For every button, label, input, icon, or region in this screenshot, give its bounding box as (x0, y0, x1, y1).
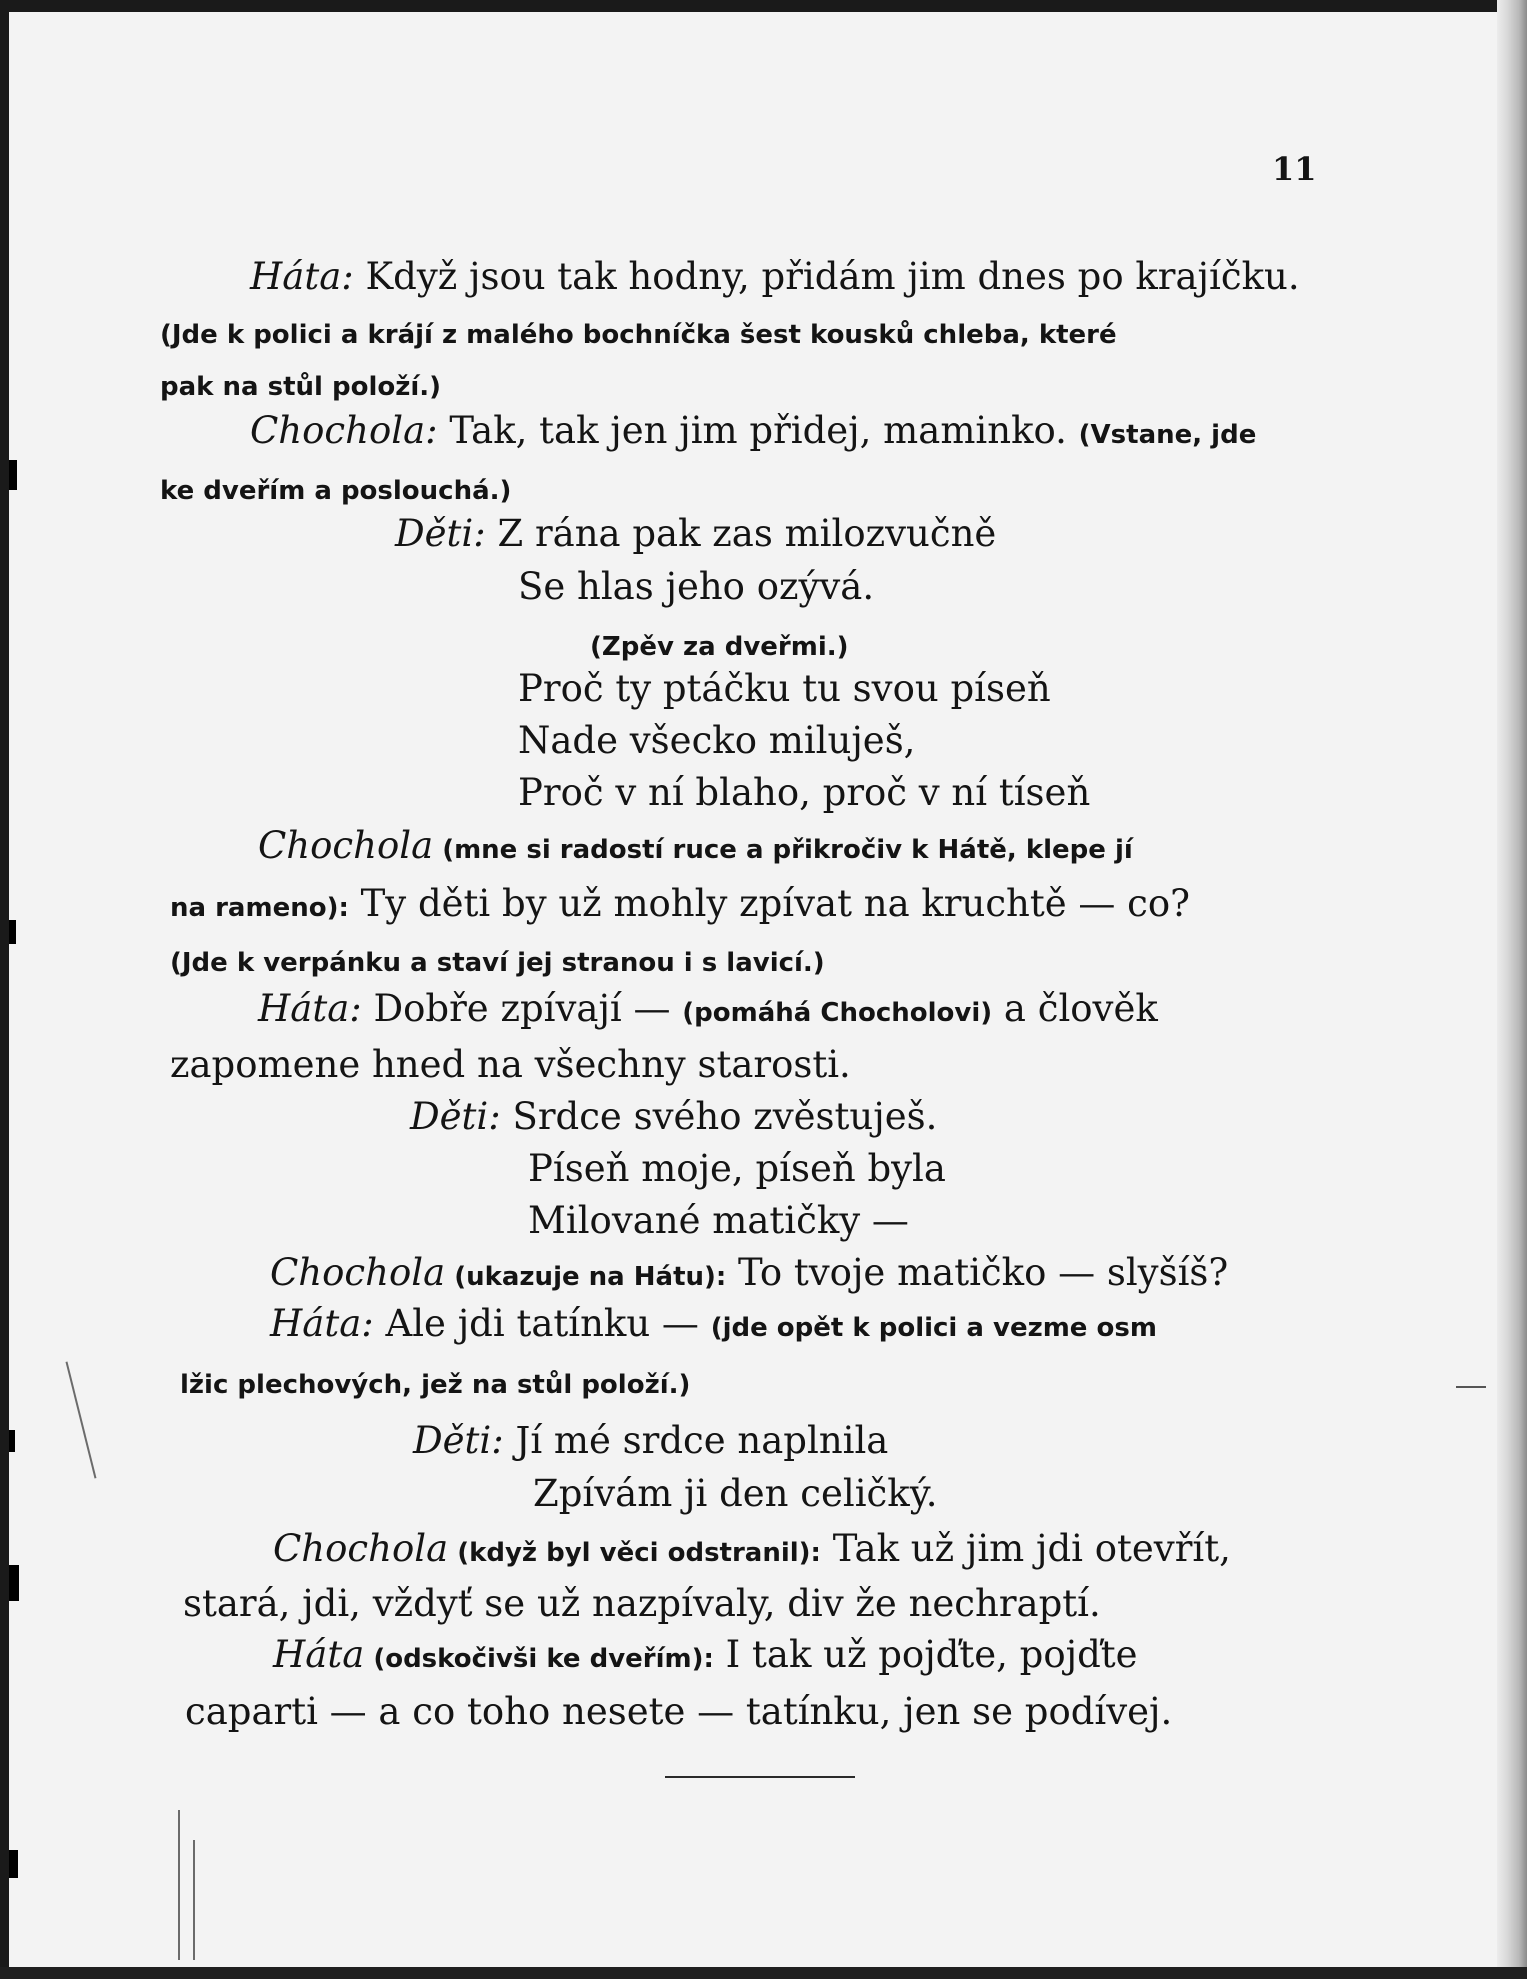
dialogue-text: zapomene hned na všechny starosti. (170, 1043, 851, 1086)
text-line (250, 409, 1257, 452)
text-line (528, 1147, 946, 1190)
text-line (518, 667, 1051, 710)
dialogue-text: Z rána pak zas milozvučně (485, 512, 997, 555)
speaker-name: Chochola (273, 1527, 449, 1570)
dialogue-text: Proč v ní blaho, proč v ní tíseň (518, 771, 1091, 814)
dialogue-text: caparti — a co toho nesete — tatínku, jen se podívej. (185, 1690, 1173, 1733)
text-line (258, 824, 1133, 867)
stage-direction: (Vstane, jde (1078, 420, 1257, 450)
text-line (518, 719, 916, 762)
scan-border-right (1497, 0, 1527, 1979)
dialogue-text: Proč ty ptáčku tu svou píseň (518, 667, 1051, 710)
dialogue-text: Zpívám ji den celičký. (533, 1472, 938, 1515)
text-line (250, 255, 1300, 298)
dialogue-text: Ty děti by už mohly zpívat na kruchtě — co? (348, 882, 1190, 925)
stage-direction: (Zpěv za dveřmi.) (590, 632, 849, 662)
stage-direction: (pomáhá Chocholovi) (682, 998, 993, 1028)
dialogue-text: To tvoje matičko — slyšíš? (726, 1251, 1229, 1294)
stage-direction: ke dveřím a poslouchá.) (160, 476, 512, 506)
stage-direction: na rameno): (170, 893, 349, 923)
binding-mark (9, 1430, 15, 1452)
text-line (258, 987, 1158, 1030)
text-line (533, 1472, 938, 1515)
speaker-name: Děti: (413, 1419, 504, 1462)
text-line (185, 1690, 1173, 1733)
text-line (183, 1582, 1101, 1625)
dialogue-text: Srdce svého zvěstuješ. (500, 1095, 938, 1138)
text-line (170, 1043, 851, 1086)
text-line (270, 1302, 1157, 1345)
dialogue-text: Milované matičky — (528, 1199, 909, 1242)
speaker-name: Děti: (410, 1095, 501, 1138)
stage-direction: (jde opět k polici a vezme osm (710, 1313, 1157, 1343)
paper-crease (193, 1840, 195, 1960)
stage-direction: (Jde k polici a krájí z malého bochníčka šest kousků chleba, které (160, 320, 1117, 350)
speaker-name: Děti: (395, 512, 486, 555)
dialogue-text: I tak už pojďte, pojďte (713, 1633, 1138, 1676)
dialogue-text: Se hlas jeho ozývá. (518, 565, 875, 608)
dialogue-text: Jí mé srdce naplnila (503, 1419, 889, 1462)
binding-mark (9, 1565, 19, 1601)
speaker-name: Chochola (270, 1251, 446, 1294)
dialogue-text: Tak, tak jen jim přidej, maminko. (437, 409, 1079, 452)
edge-mark (1456, 1386, 1486, 1388)
dialogue-text: stará, jdi, vždyť se už nazpívaly, div že nechraptí. (183, 1582, 1101, 1625)
speaker-name: Chochola (258, 824, 434, 867)
speaker-name: Chochola: (250, 409, 438, 452)
stage-direction: (odskočivši ke dveřím): (364, 1644, 714, 1674)
speaker-name: Háta (273, 1633, 365, 1676)
paper-crease (178, 1810, 180, 1960)
scan-border-left (0, 0, 9, 1979)
scan-border-top (0, 0, 1527, 12)
text-line (395, 512, 997, 555)
dialogue-text: Tak už jim jdi otevřít, (820, 1527, 1231, 1570)
text-line (410, 1095, 938, 1138)
speaker-name: Háta: (258, 987, 362, 1030)
stage-direction: lžic plechových, jež na stůl položí.) (180, 1370, 691, 1400)
text-line (160, 364, 441, 401)
dialogue-text: Když jsou tak hodny, přidám jim dnes po krajíčku. (353, 255, 1300, 298)
dialogue-text: Píseň moje, píseň byla (528, 1147, 946, 1190)
end-rule (665, 1776, 855, 1778)
text-line (170, 940, 825, 977)
text-line (273, 1527, 1231, 1570)
speaker-name: Háta: (250, 255, 354, 298)
stage-direction: (mne si radostí ruce a přikročiv k Hátě, klepe jí (433, 835, 1133, 865)
text-line (160, 468, 511, 505)
dialogue-text: Nade všecko miluješ, (518, 719, 916, 762)
speaker-name: Háta: (270, 1302, 374, 1345)
text-line (170, 882, 1190, 925)
dialogue-text: Ale jdi tatínku — (373, 1302, 711, 1345)
text-line (413, 1419, 889, 1462)
text-line (590, 624, 849, 661)
dialogue-text: Dobře zpívají — (361, 987, 683, 1030)
text-line (518, 771, 1091, 814)
binding-mark (9, 460, 17, 490)
text-line (518, 565, 875, 608)
binding-mark (9, 920, 16, 944)
text-line (270, 1251, 1229, 1294)
stage-direction: (když byl věci odstranil): (448, 1538, 821, 1568)
stage-direction: pak na stůl položí.) (160, 372, 442, 402)
text-line (180, 1362, 690, 1399)
text-line (160, 312, 1117, 349)
stage-direction: (ukazuje na Hátu): (445, 1262, 727, 1292)
stage-direction: (Jde k verpánku a staví jej stranou i s lavicí.) (170, 948, 825, 978)
page-number: 11 (1272, 150, 1317, 188)
text-line (273, 1633, 1138, 1676)
text-line (528, 1199, 909, 1242)
dialogue-text: a člověk (992, 987, 1158, 1030)
scan-border-bottom (0, 1967, 1527, 1979)
binding-mark (9, 1850, 18, 1878)
